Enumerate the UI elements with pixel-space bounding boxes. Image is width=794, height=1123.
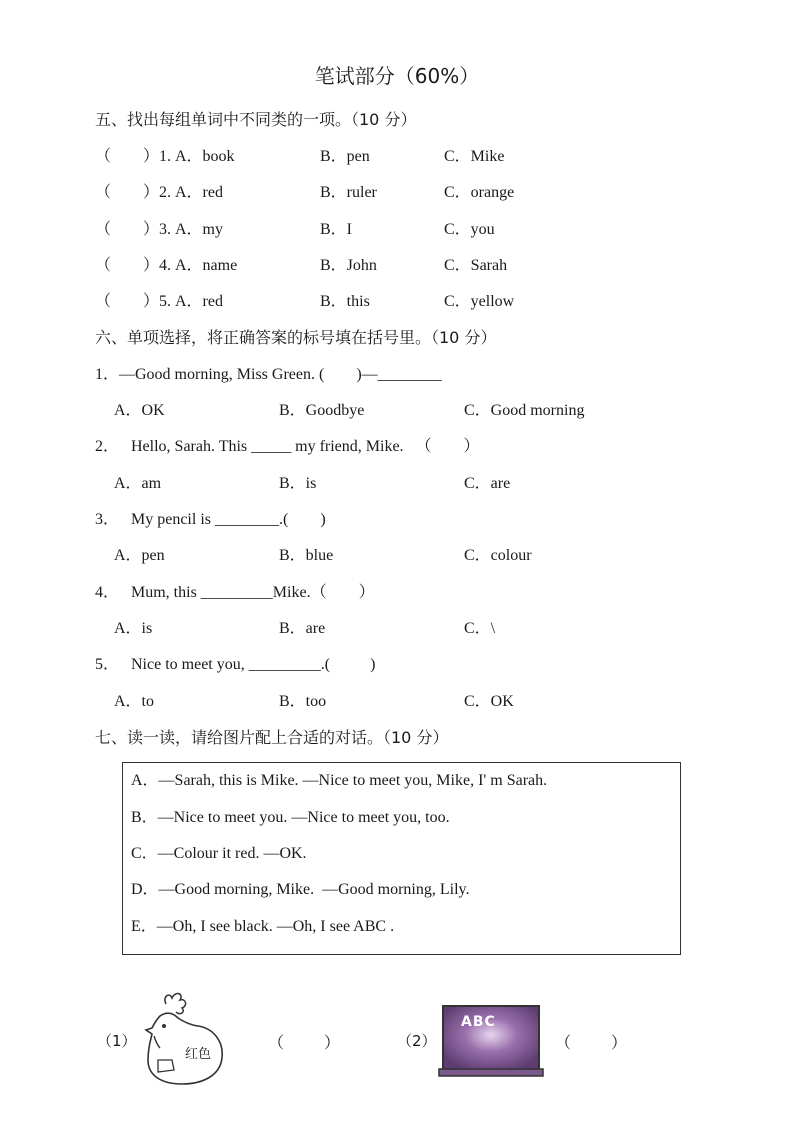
item-stem: （ ）1. A．book — [95, 148, 235, 165]
dialogue-option-b: B．—Nice to meet you. —Nice to meet you, too. — [131, 809, 450, 826]
question-stem: 3． My pencil is ________.( ) — [95, 511, 326, 528]
option-a: A．is — [114, 620, 153, 637]
option-b: B．are — [279, 620, 326, 637]
item-stem: （ ）4. A．name — [95, 257, 238, 274]
item-stem: （ ）3. A．my — [95, 221, 224, 238]
question-stem: 5． Nice to meet you, _________.( ) — [95, 656, 376, 673]
item-stem: （ ）2. A．red — [95, 184, 223, 201]
dialogue-option-a: A．—Sarah, this is Mike. —Nice to meet you, Mike, I' m Sarah. — [131, 772, 548, 789]
dialogue-option-c: C．—Colour it red. —OK. — [131, 845, 307, 862]
item-stem: （ ）5. A．red — [95, 293, 223, 310]
blackboard-text: ABC — [461, 1014, 496, 1030]
option-c: C．Mike — [444, 148, 505, 165]
option-c: C．Good morning — [464, 402, 585, 419]
option-c: C．Sarah — [444, 257, 508, 274]
option-b: B．I — [320, 221, 353, 238]
option-c: C．you — [444, 221, 495, 238]
option-c: C．colour — [464, 547, 532, 564]
option-b: B．is — [279, 475, 317, 492]
option-a: A．pen — [114, 547, 165, 564]
option-b: B．blue — [279, 547, 334, 564]
option-c: C．are — [464, 475, 511, 492]
dialogue-options-box — [122, 762, 681, 955]
option-b: B．ruler — [320, 184, 377, 201]
option-c: C．\ — [464, 620, 496, 637]
section5-heading: 五、找出每组单词中不同类的一项。（10 分） — [95, 110, 417, 129]
picture-2-label: （2） — [397, 1032, 437, 1050]
picture-1-answer-blank: （ ） — [268, 1035, 341, 1052]
question-stem: 4． Mum, this _________Mike.（ ） — [95, 584, 375, 601]
option-a: A．am — [114, 475, 162, 492]
option-c: C．yellow — [444, 293, 515, 310]
dialogue-option-e: E．—Oh, I see black. —Oh, I see ABC . — [131, 918, 395, 935]
option-a: A．OK — [114, 402, 165, 419]
option-b: B．pen — [320, 148, 370, 165]
section6-heading: 六、单项选择，将正确答案的标号填在括号里。（10 分） — [95, 328, 497, 347]
option-b: B．John — [320, 257, 377, 274]
picture-1-caption: 红色 — [185, 1047, 212, 1062]
section7-heading: 七、读一读，请给图片配上合适的对话。（10 分） — [95, 728, 449, 747]
dialogue-option-d: D．—Good morning, Mike. —Good morning, Lily. — [131, 881, 470, 898]
option-b: B．too — [279, 693, 327, 710]
option-c: C．OK — [464, 693, 514, 710]
option-c: C．orange — [444, 184, 515, 201]
picture-1-label: （1） — [97, 1032, 137, 1050]
page-title: 笔试部分（60%） — [314, 64, 480, 88]
rooster-picture — [138, 990, 230, 1086]
question-stem: 1．—Good morning, Miss Green. ( )—________ — [95, 366, 442, 383]
option-b: B．this — [320, 293, 370, 310]
picture-2-answer-blank: （ ） — [555, 1035, 628, 1052]
option-b: B．Goodbye — [279, 402, 365, 419]
option-a: A．to — [114, 693, 155, 710]
question-stem: 2． Hello, Sarah. This _____ my friend, Mike. （ ） — [95, 438, 480, 455]
